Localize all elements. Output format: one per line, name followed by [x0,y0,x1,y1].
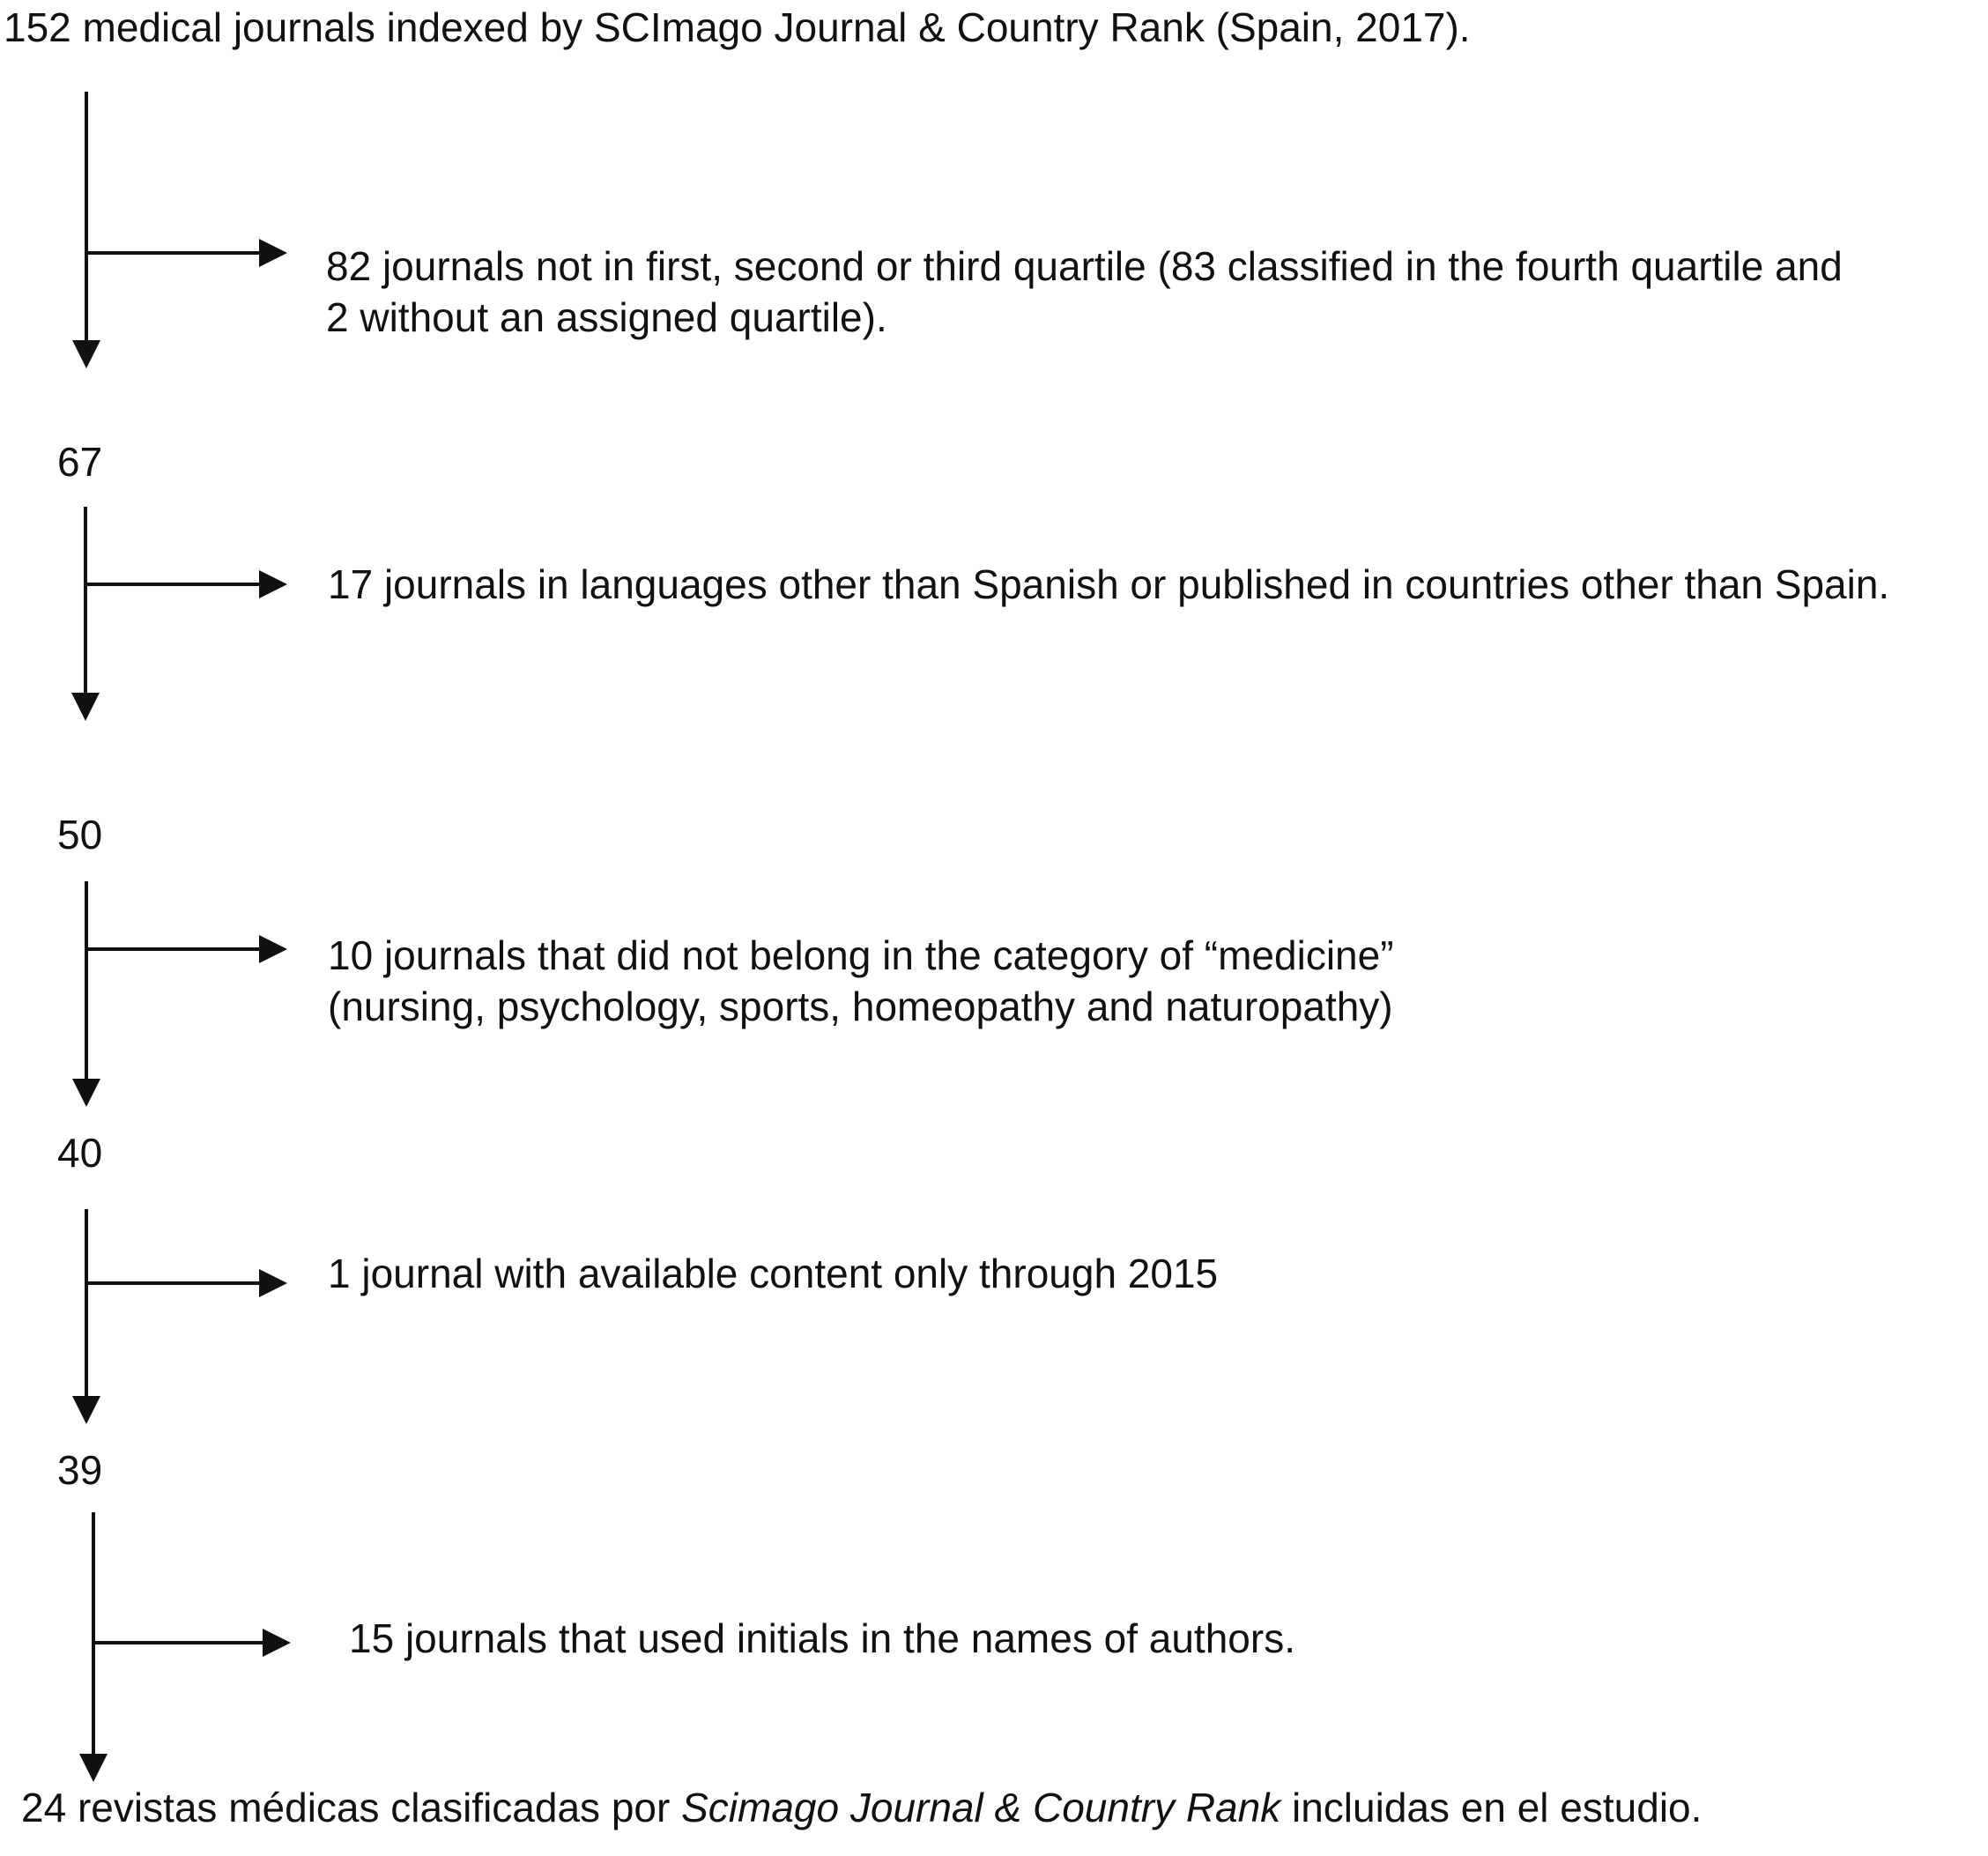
exclusion-1 [326,241,1843,343]
right-arrowhead-5 [263,1629,291,1657]
exclusion-4 [328,1248,1218,1299]
exclusion-2-line-1: 17 journals in languages other than Spanish or published in countries other than Spain. [328,561,1890,607]
exclusion-3 [328,930,1394,1032]
down-arrowhead-4 [72,1396,100,1424]
final-prefix: 24 revistas médicas clasificadas por [21,1785,682,1830]
exclusion-3-line-1: 10 journals that did not belong in the category of “medicine” [328,932,1394,978]
right-arrowhead-1 [259,239,287,267]
exclusion-5 [349,1613,1295,1664]
final-journal-rank-name: Scimago Journal & Country Rank [681,1785,1281,1830]
start-box: 152 medical journals indexed by SCImago Journal & Country Rank (Spain, 2017). [4,4,1471,50]
right-arrowhead-2 [259,570,287,598]
exclusion-4-line-1: 1 journal with available content only through 2015 [328,1251,1219,1296]
exclusion-2 [328,559,1889,610]
remaining-count-1: 67 [57,439,103,485]
down-arrowhead-3 [72,1079,100,1107]
down-arrowhead-5 [79,1754,108,1782]
remaining-count-2: 50 [57,812,103,857]
exclusion-3-line-2: (nursing, psychology, sports, homeopathy and naturopathy) [328,984,1393,1029]
right-arrowhead-3 [259,935,287,963]
final-suffix: incluidas en el estudio. [1280,1785,1702,1830]
down-arrowhead-1 [72,340,100,368]
remaining-count-4: 39 [57,1447,103,1493]
exclusion-1-line-2: 2 without an assigned quartile). [326,294,887,340]
down-arrowhead-2 [71,693,100,721]
right-arrowhead-4 [259,1269,287,1297]
final-result [21,1782,1702,1833]
exclusion-1-line-1: 82 journals not in first, second or third quartile (83 classified in the fourth quartile and [326,243,1843,289]
exclusion-5-line-1: 15 journals that used initials in the names of authors. [349,1615,1295,1661]
remaining-count-3: 40 [57,1130,103,1176]
